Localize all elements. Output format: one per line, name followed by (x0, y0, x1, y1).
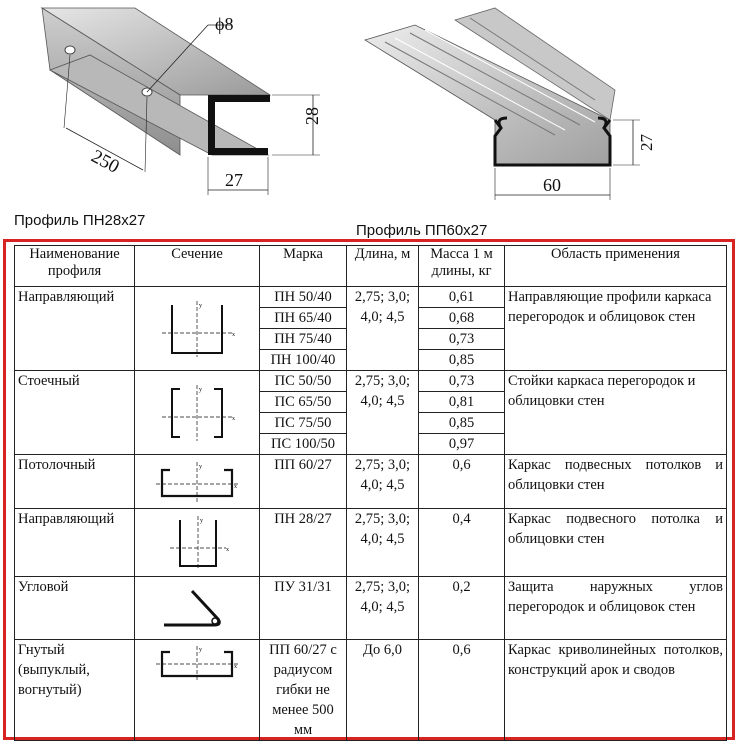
mass-cell: 0,81 (419, 392, 505, 413)
table-row (15, 509, 727, 577)
length-cell: 2,75; 3,0; 4,0; 4,5 (347, 371, 419, 455)
svg-text:y: y (199, 386, 202, 393)
mass-cell: 0,97 (419, 434, 505, 455)
header-length: Длина, м (347, 246, 419, 287)
application-cell: Стойки каркаса перегородок и облицовки стен (505, 371, 727, 455)
u-channel-section-icon (152, 299, 242, 359)
application-cell: Каркас подвесных потолков и облицовки стен (505, 455, 727, 509)
mass-cell: 0,6 (419, 455, 505, 509)
profile-name: Направляющий (15, 287, 135, 371)
mark-cell: ПС 50/50 (260, 371, 347, 392)
header-section: Сечение (135, 246, 260, 287)
profile-name: Гнутый (выпуклый, вогнутый) (15, 640, 135, 741)
mark-cell: ПН 65/40 (260, 308, 347, 329)
section-cell (135, 455, 260, 509)
header-mass: Масса 1 м длины, кг (419, 246, 505, 287)
mass-cell: 0,73 (419, 329, 505, 350)
table-row (15, 640, 727, 741)
mark-cell: ПН 50/40 (260, 287, 347, 308)
svg-text:y: y (199, 463, 202, 470)
mass-cell: 0,4 (419, 509, 505, 577)
mass-cell: 0,6 (419, 640, 505, 741)
length-cell: 2,75; 3,0; 4,0; 4,5 (347, 509, 419, 577)
application-cell: Каркас криволинейных потолков, конструкций арок и сводов (505, 640, 727, 741)
profile-pn-drawing (20, 0, 340, 205)
hole-icon (65, 46, 75, 54)
svg-text:y: y (199, 647, 202, 653)
ceiling-profile-section-icon (152, 460, 242, 504)
mark-cell: ПС 75/50 (260, 413, 347, 434)
header-name: Наименование профиля (15, 246, 135, 287)
application-cell: Защита наружных углов перегородок и облицовок стен (505, 577, 727, 640)
c-channel-section-icon (152, 383, 242, 443)
u-channel-small-section-icon (152, 514, 242, 572)
hole-dimension: ϕ8 (215, 14, 234, 34)
mark-cell: ПН 28/27 (260, 509, 347, 577)
svg-text:x: x (234, 483, 237, 490)
profile-name: Стоечный (15, 371, 135, 455)
profile-name: Направляющий (15, 509, 135, 577)
mark-cell: ПС 65/50 (260, 392, 347, 413)
svg-text:x: x (234, 664, 237, 670)
caption-profile-pn: Профиль ПН28x27 (14, 212, 146, 229)
mark-cell: ПП 60/27 с радиусом гибки не менее 500 мм (260, 640, 347, 741)
table-row (15, 577, 727, 640)
mass-cell: 0,2 (419, 577, 505, 640)
length-cell: До 6,0 (347, 640, 419, 741)
profile-name: Угловой (15, 577, 135, 640)
mark-cell: ПУ 31/31 (260, 577, 347, 640)
mark-cell: ПП 60/27 (260, 455, 347, 509)
section-cell (135, 577, 260, 640)
length-cell: 2,75; 3,0; 4,0; 4,5 (347, 577, 419, 640)
width-dimension: 60 (543, 175, 561, 195)
mass-cell: 0,73 (419, 371, 505, 392)
svg-text:x: x (226, 546, 229, 553)
length-dimension: 250 (87, 145, 123, 178)
mass-cell: 0,85 (419, 350, 505, 371)
mark-cell: ПН 75/40 (260, 329, 347, 350)
bent-profile-section-icon (152, 644, 242, 684)
length-cell: 2,75; 3,0; 4,0; 4,5 (347, 287, 419, 371)
svg-text:y: y (200, 517, 203, 524)
header-mark: Марка (260, 246, 347, 287)
svg-text:y: y (199, 302, 202, 309)
profile-name: Потолочный (15, 455, 135, 509)
mass-cell: 0,68 (419, 308, 505, 329)
mark-cell: ПН 100/40 (260, 350, 347, 371)
mass-cell: 0,85 (419, 413, 505, 434)
profiles-table-frame (3, 239, 735, 740)
height-dimension: 28 (302, 107, 322, 125)
section-cell (135, 640, 260, 741)
table-header-row (15, 246, 727, 287)
svg-text:x: x (232, 331, 235, 338)
table-row (15, 287, 727, 308)
caption-profile-pp: Профиль ПП60x27 (356, 222, 488, 239)
table-row (15, 455, 727, 509)
section-cell (135, 509, 260, 577)
application-cell: Направляющие профили каркаса перегородок и облицовок стен (505, 287, 727, 371)
width-dimension: 27 (225, 170, 243, 190)
height-dimension: 27 (637, 134, 656, 151)
corner-profile-section-icon (152, 583, 242, 633)
profile-pp-drawing (355, 0, 690, 225)
section-cell (135, 371, 260, 455)
length-cell: 2,75; 3,0; 4,0; 4,5 (347, 455, 419, 509)
profiles-table (14, 245, 727, 741)
svg-text:x: x (232, 415, 235, 422)
header-application: Область применения (505, 246, 727, 287)
table-row (15, 371, 727, 392)
mass-cell: 0,61 (419, 287, 505, 308)
application-cell: Каркас подвесного потолка и облицовки стен (505, 509, 727, 577)
mark-cell: ПС 100/50 (260, 434, 347, 455)
section-cell (135, 287, 260, 371)
